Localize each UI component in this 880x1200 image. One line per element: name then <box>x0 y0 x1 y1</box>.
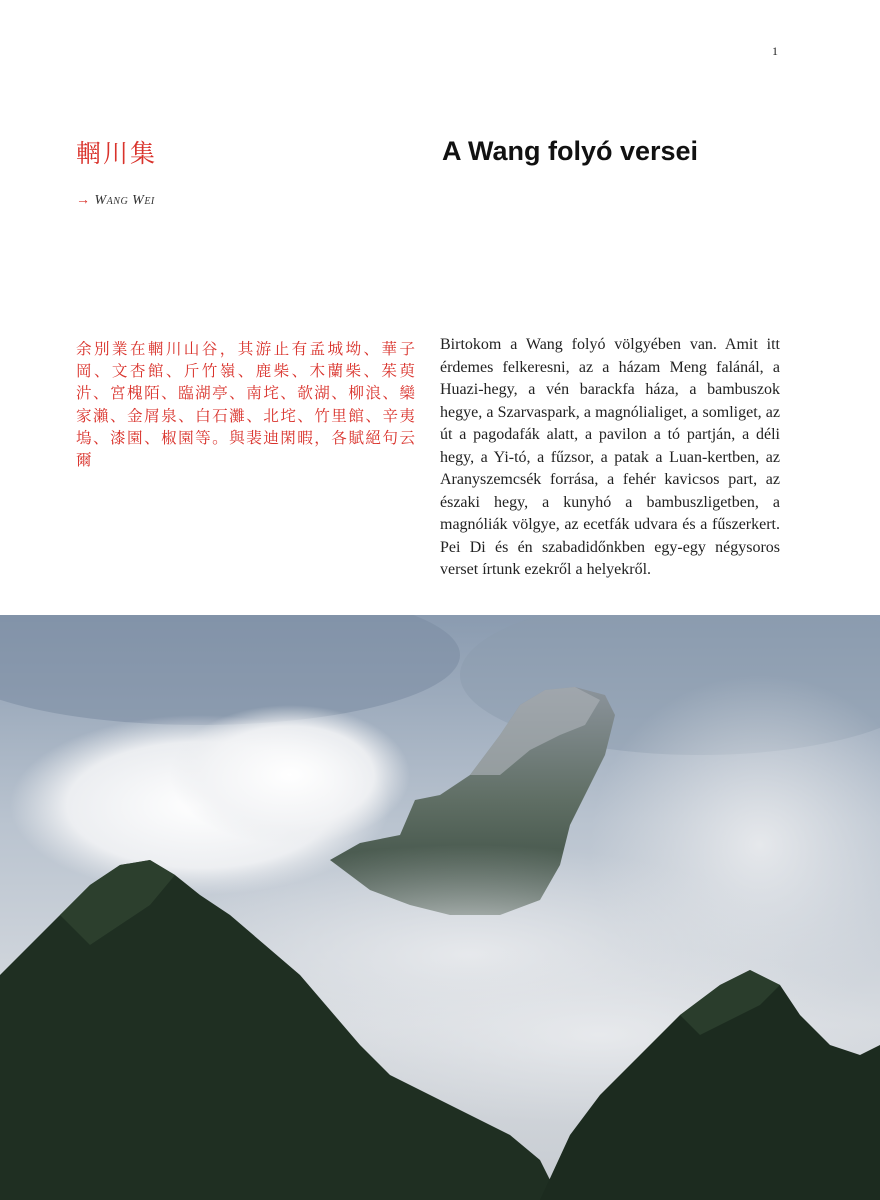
author-line <box>76 193 155 209</box>
cloud-left-2 <box>170 705 410 845</box>
chinese-preface: 余別業在輞川山谷，其游止有孟城坳、華子岡、文杏館、斤竹嶺、鹿柴、木蘭柴、茱萸沜、宮槐陌、臨湖亭、南垞、欹湖、柳浪、欒家瀨、金屑泉、白石灘、北垞、竹里館、辛夷塢、漆園、椒園等。與裴迪閑暇，各賦絕句云爾 <box>76 340 416 470</box>
landscape-photo <box>0 615 880 1200</box>
hungarian-title: A Wang folyó versei <box>442 136 699 166</box>
page-number: 1 <box>772 44 778 58</box>
hungarian-preface: Birtokom a Wang folyó völgyében van. Amit itt érdemes felkeresni, az a házam Meng falánál, a Huazi-hegy, a vén barackfa háza, a bambuszok hegye, a Szarvaspark, a magnólialiget, a somliget, az út a pagodafák alatt, a pavilon a tó partján, a déli hegy, a Yi-tó, a fűzsor, a patak a Luan-kertben, az Aranyszemcsék forrása, a fehér kavicsos part, az északi hegy, a kunyhó a bambuszligetben, a magnóliák völgye, az ecetfák udvara és a fűszerkert. Pei Di és én szabadidőnkben egy-egy négysoros verset írtunk ezekről a helyekről. <box>440 336 780 578</box>
arrow-icon: → <box>76 193 91 208</box>
author-name: Wang Wei <box>94 193 155 208</box>
chinese-title: 輞川集 <box>76 139 158 168</box>
